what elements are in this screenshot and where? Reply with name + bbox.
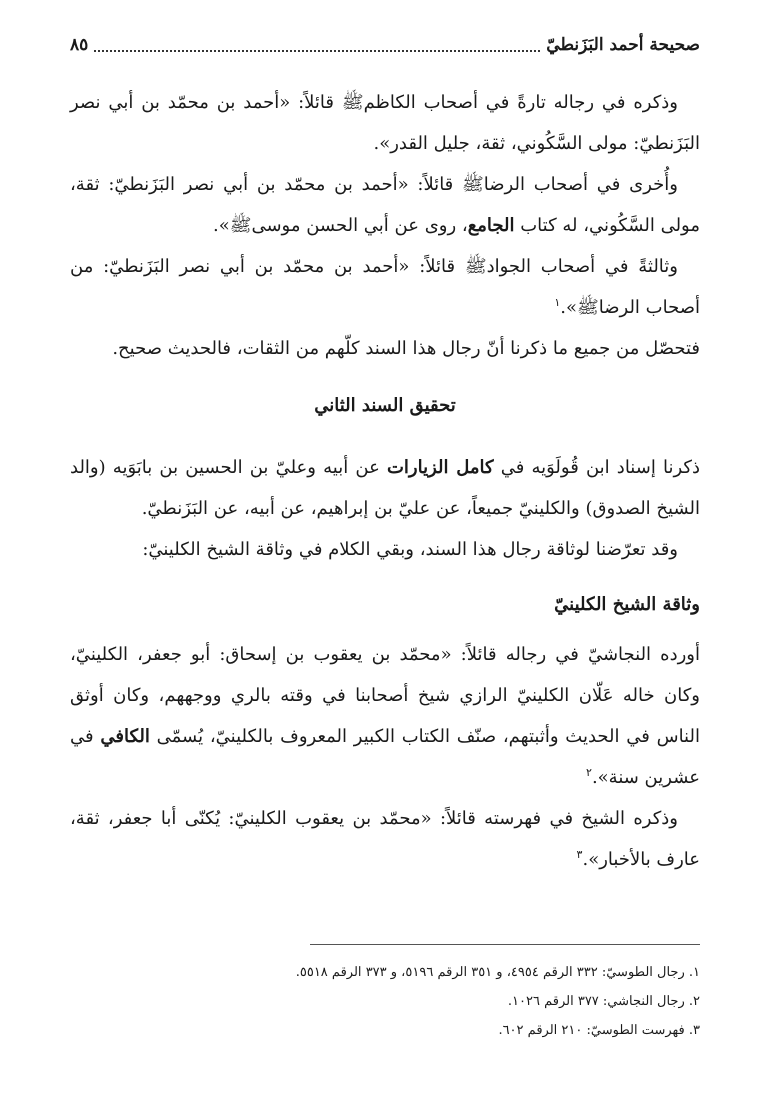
- footnotes: [70, 958, 700, 1045]
- footnote-2: ٢. رجال النجاشي: ٣٧٧ الرقم ١٠٢٦.: [507, 994, 700, 1009]
- paragraph-fihrist: [70, 798, 700, 880]
- footnote-separator: [310, 944, 700, 945]
- paragraph-sanad: [70, 447, 700, 529]
- paragraph-kazim-text-b: قائلاً: «أحمد بن محمّد بن أبي نصر البَزَنطيّ: مولى السَّكُوني، ثقة، جليل القدر».: [70, 92, 700, 154]
- paragraph-jawad: [70, 246, 700, 328]
- running-head: [70, 30, 700, 60]
- book-title-kamil: كامل الزيارات: [386, 457, 494, 478]
- paragraph-najashi-text-a: أورده النجاشيّ في رجاله قائلاً: «محمّد بن يعقوب بن إسحاق: أبو جعفر، الكلينيّ، وكان خاله عَلّان الكلينيّ الرازي شيخ أصحابنا في وقته بالري ووجههم، وكان أوثق الناس في الحديث وأثبتهم، صنّف الكتاب الكبير المعروف بالكلينيّ، يُسمّى: [70, 644, 700, 747]
- footnote-marker-3[interactable]: ٣: [576, 848, 583, 861]
- paragraph-rida-text: وأُخرى في أصحاب الرضاﷺ قائلاً: «أحمد بن محمّد بن أبي نصر البَزَنطيّ: ثقة، مولى السَّكُوني، له كتاب: [70, 174, 700, 236]
- paragraph-kazim: [70, 82, 700, 164]
- page-number: ٨٥: [70, 35, 89, 55]
- paragraph-najashi: [70, 634, 700, 798]
- paragraph-transition: [70, 529, 700, 570]
- paragraph-rida: [70, 164, 700, 246]
- section-heading-kulayni: وثاقة الشيخ الكلينيّ: [554, 594, 700, 615]
- section-heading-sanad: تحقيق السند الثاني: [314, 395, 456, 416]
- footnote-3: ٣. فهرست الطوسيّ: ٢١٠ الرقم ٦٠٢.: [498, 1023, 700, 1038]
- paragraph-fihrist-text: وذكره الشيخ في فهرسته قائلاً: «محمّد بن يعقوب الكلينيّ: يُكنّى أبا جعفر، ثقة، عارف بالأخبار».: [70, 808, 700, 870]
- book-title-kafi: الكافي: [100, 726, 150, 747]
- book-title-jami: الجامع: [467, 215, 515, 236]
- main-text: [70, 82, 700, 880]
- paragraph-najashi-text-b: في عشرين سنة».: [70, 726, 700, 788]
- footnote-1: ١. رجال الطوسيّ: ٣٣٢ الرقم ٤٩٥٤، و ٣٥١ الرقم ٥١٩٦، و ٣٧٣ الرقم ٥٥١٨.: [295, 965, 700, 980]
- running-head-leader-dots: [94, 38, 540, 52]
- honorific-glyph: ﷺ: [341, 92, 364, 113]
- footnote-marker-2[interactable]: ٢: [586, 766, 592, 779]
- footnote-marker-1[interactable]: ١: [554, 296, 561, 309]
- paragraph-conclusion-text: فتحصّل من جميع ما ذكرنا أنّ رجال هذا السند كلّهم من الثقات، فالحديث صحيح.: [112, 338, 700, 359]
- paragraph-sanad-text-b: عن أبيه وعليّ بن الحسين بن بابَوَيه (والد الشيخ الصدوق) والكلينيّ جميعاً، عن عليّ بن إبراهيم، عن أبيه، عن البَزَنطيّ.: [70, 457, 700, 519]
- paragraph-rida-tail: ، روى عن أبي الحسن موسىﷺ».: [212, 215, 468, 236]
- paragraph-transition-text: وقد تعرّضنا لوثاقة رجال هذا السند، وبقي الكلام في وثاقة الشيخ الكلينيّ:: [142, 539, 678, 560]
- paragraph-kazim-text-a: وذكره في رجاله تارةً في أصحاب الكاظم: [363, 92, 678, 113]
- running-head-title: صحيحة أحمد البَزَنطيّ: [546, 35, 700, 55]
- paragraph-jawad-text: وثالثةً في أصحاب الجوادﷺ قائلاً: «أحمد بن محمّد بن أبي نصر البَزَنطيّ: من أصحاب الرضاﷺ».: [70, 256, 700, 318]
- paragraph-conclusion: [70, 328, 700, 369]
- paragraph-sanad-text-a: ذكرنا إسناد ابن قُولَوَيه في: [493, 457, 700, 478]
